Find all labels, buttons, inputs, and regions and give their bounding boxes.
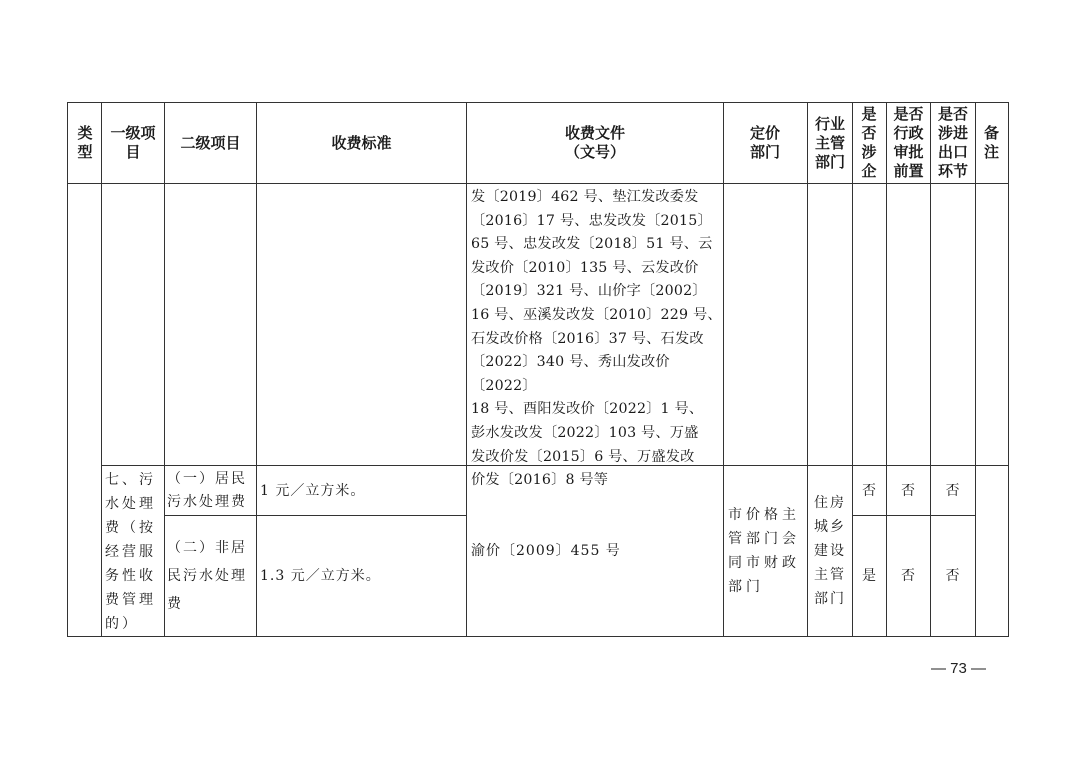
row7-sub2-involves-enterprise: [853, 516, 886, 636]
doc-line: 16 号、巫溪发改发〔2010〕229 号、: [471, 306, 722, 323]
header-industry-dept-text: 行业主管部门: [814, 115, 845, 171]
header-doc-title: 收费文件: [564, 125, 625, 142]
grid-line: [975, 102, 976, 637]
row7-sub2-name-text: （二）非居民污水处理费: [167, 540, 247, 612]
row7-sub2-involves-enterprise-text: 是: [862, 568, 877, 584]
row7-sub2-import-export: [931, 516, 975, 636]
header-admin-approval-text: 是否行政审批前置: [893, 106, 924, 180]
row7-level1: [105, 468, 161, 634]
grid-line: [807, 102, 808, 637]
grid-line: [723, 102, 724, 637]
header-level2-text: 二级项目: [180, 134, 241, 152]
header-remarks: [982, 103, 1001, 183]
row7-level1-text: 七、污水处理费（按经营服务性收费管理的）: [105, 472, 156, 632]
header-level2: [165, 103, 256, 183]
header-pricing-dept-text: 定价部门: [749, 125, 780, 161]
doc-line: 〔2019〕321 号、山价字〔2002〕: [471, 283, 707, 300]
doc-line: 〔2022〕340 号、秀山发改价〔2022〕: [471, 354, 670, 394]
row7-sub2-admin-approval: [887, 516, 930, 636]
header-involves-enterprise: [860, 103, 878, 183]
row7-sub1-name: [167, 466, 255, 515]
header-doc-sub: （文号）: [564, 144, 625, 161]
doc-line: 发改价〔2010〕135 号、云发改价: [471, 259, 699, 276]
header-type: [72, 103, 98, 183]
row7-sub1-standard-text: 1 元／立方米。: [260, 482, 366, 499]
grid-line: [67, 183, 1008, 184]
header-pricing-dept: [745, 103, 785, 183]
header-involves-enterprise-text: 是否涉企: [861, 106, 877, 180]
grid-line: [1008, 102, 1009, 637]
row7-sub1-standard: [260, 466, 464, 515]
row7-sub2-import-export-text: 否: [945, 568, 961, 584]
doc-list-continued: [471, 186, 723, 493]
header-level1-text: 一级项目: [110, 125, 156, 161]
header-industry-dept: [812, 103, 848, 183]
row7-sub2-name: [167, 516, 255, 636]
row7-sub1-import-export-text: 否: [945, 482, 961, 499]
row7-sub1-involves-enterprise: [853, 466, 886, 515]
row7-sub1-involves-enterprise-text: 否: [862, 482, 877, 499]
row7-sub1-name-text: （一）居民污水处理费: [167, 470, 247, 510]
doc-line: 18 号、酉阳发改价〔2022〕1 号、: [471, 401, 704, 418]
header-standard-text: 收费标准: [331, 134, 392, 152]
doc-line: 彭水发改发〔2022〕103 号、万盛: [471, 424, 699, 441]
header-level1: [110, 103, 156, 183]
header-standard: [257, 103, 466, 183]
doc-line: 价发〔2016〕8 号等: [471, 472, 609, 489]
row7-sub1-admin-approval: [887, 466, 930, 515]
row7-industry-dept: [812, 466, 848, 636]
header-type-text: 类型: [77, 125, 93, 161]
doc-line: 石发改价格〔2016〕37 号、石发改: [471, 330, 704, 347]
doc-line: 65 号、忠发改发〔2018〕51 号、云: [471, 236, 713, 253]
header-import-export-text: 是否涉进出口环节: [937, 106, 968, 180]
grid-line: [67, 636, 1008, 637]
row7-doc-text: 渝价〔2009〕455 号: [471, 543, 621, 559]
row7-pricing-dept: [728, 466, 805, 636]
header-import-export: [934, 103, 972, 183]
row7-sub2-standard: [260, 516, 464, 636]
row7-doc: [471, 466, 721, 636]
grid-line: [101, 102, 102, 637]
doc-line: 发改价发〔2015〕6 号、万盛发改: [471, 448, 695, 465]
row7-sub1-import-export: [931, 466, 975, 515]
row7-sub2-admin-approval-text: 否: [901, 568, 916, 584]
row7-pricing-dept-text: 市价格主管部门会同市财政部门: [728, 507, 800, 595]
page-number: — 73 —: [931, 660, 987, 677]
row7-industry-dept-text: 住房城乡建设主管部门: [814, 495, 846, 607]
row7-sub1-admin-approval-text: 否: [901, 482, 916, 499]
header-remarks-text: 备注: [983, 125, 999, 161]
grid-line: [67, 102, 68, 637]
doc-line: 〔2016〕17 号、忠发改发〔2015〕: [471, 212, 712, 229]
row7-sub2-standard-text: 1.3 元／立方米。: [260, 568, 381, 584]
header-admin-approval: [890, 103, 927, 183]
header-doc: [467, 103, 723, 183]
doc-line: 发〔2019〕462 号、垫江发改委发: [471, 189, 699, 205]
